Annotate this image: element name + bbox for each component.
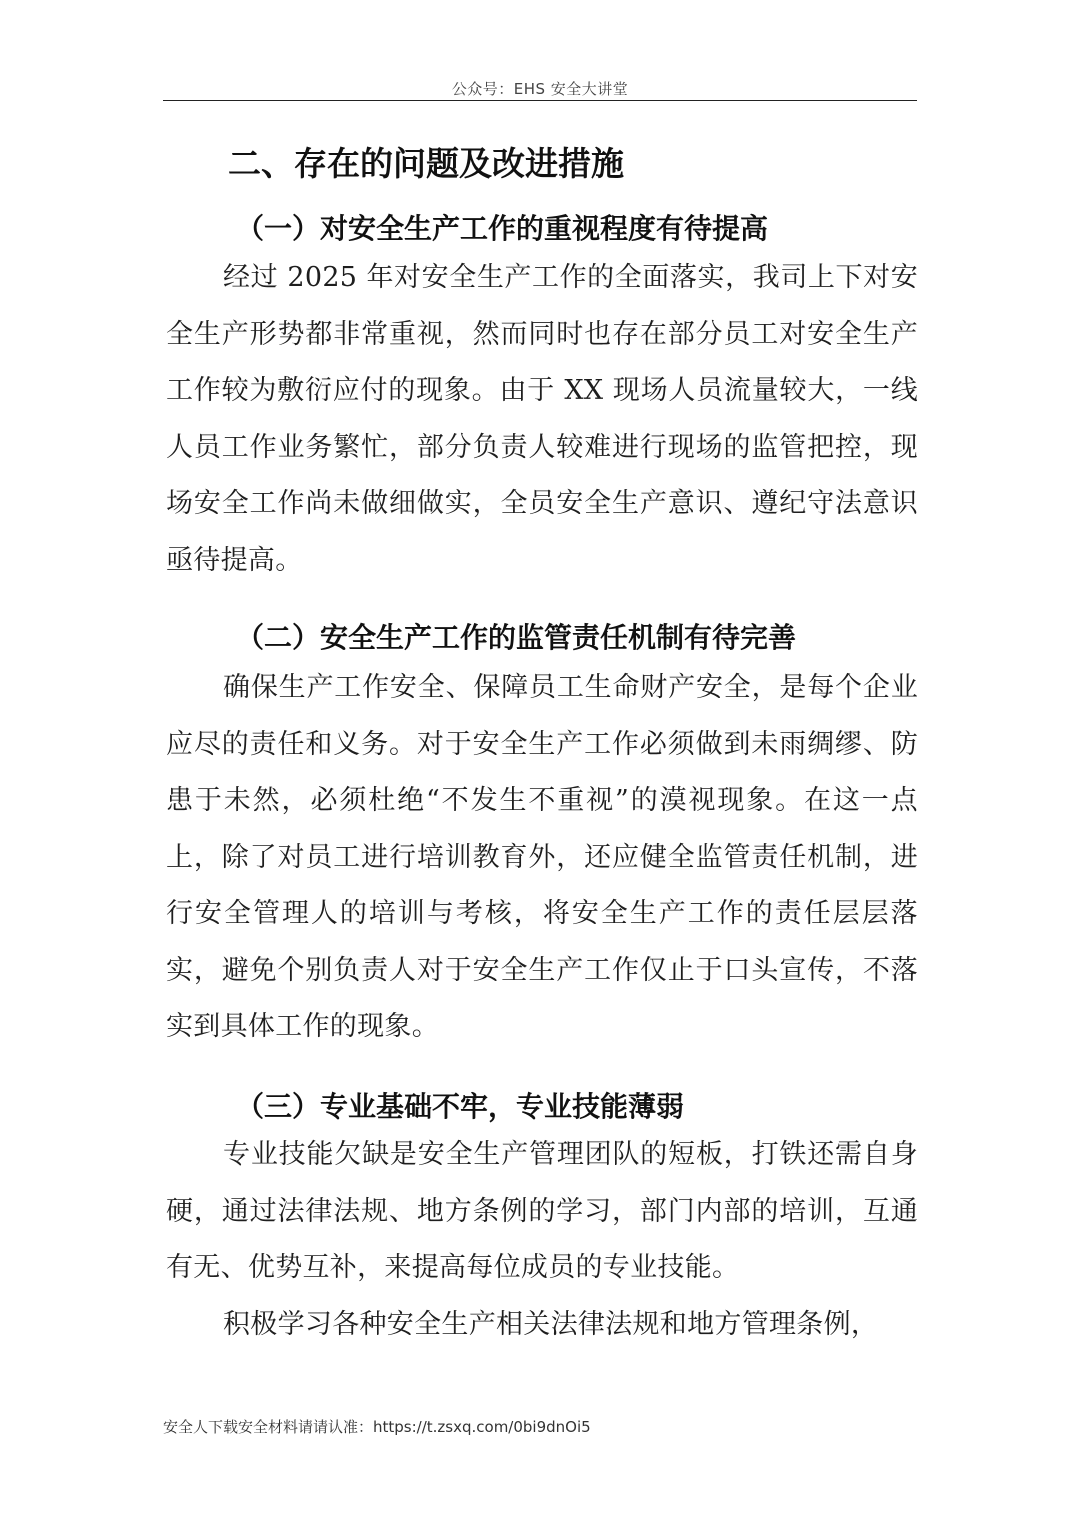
header-divider	[163, 100, 917, 101]
page-header: 公众号：EHS 安全大讲堂	[451, 80, 629, 98]
paragraph-2: 确保生产工作安全、保障员工生命财产安全，是每个企业应尽的责任和义务。对于安全生产工作必须做到未雨绸缪、防患于未然，必须杜绝“不发生不重视”的漠视现象。在这一点上，除了对员工进行培训教育外，还应健全监管责任机制，进行安全管理人的培训与考核，将安全生产工作的责任层层落实，避免个别负责人对于安全生产工作仅止于口头宣传，不落实到具体工作的现象。	[166, 672, 918, 1042]
subsection-title-1: （一）对安全生产工作的重视程度有待提高	[236, 212, 769, 245]
page-footer: 安全人下载安全材料请请认准：https://t.zsxq.com/0bi9dnOi5	[163, 1418, 591, 1436]
subsection-title-3: （三）专业基础不牢，专业技能薄弱	[236, 1090, 685, 1123]
section-title: 二、存在的问题及改进措施	[228, 144, 624, 183]
paragraph-4: 积极学习各种安全生产相关法律法规和地方管理条例，	[223, 1309, 879, 1340]
subsection-title-2: （二）安全生产工作的监管责任机制有待完善	[236, 621, 797, 654]
paragraph-3: 专业技能欠缺是安全生产管理团队的短板，打铁还需自身硬，通过法律法规、地方条例的学习，部门内部的培训，互通有无、优势互补，来提高每位成员的专业技能。	[166, 1139, 918, 1283]
paragraph-1: 经过 2025 年对安全生产工作的全面落实，我司上下对安全生产形势都非常重视，然而同时也存在部分员工对安全生产工作较为敷衍应付的现象。由于 XX 现场人员流量较大，一线人员工作业务繁忙，部分负责人较难进行现场的监管把控，现场安全工作尚未做细做实，全员安全生产意识、遵纪守法意识亟待提高。	[166, 262, 918, 576]
